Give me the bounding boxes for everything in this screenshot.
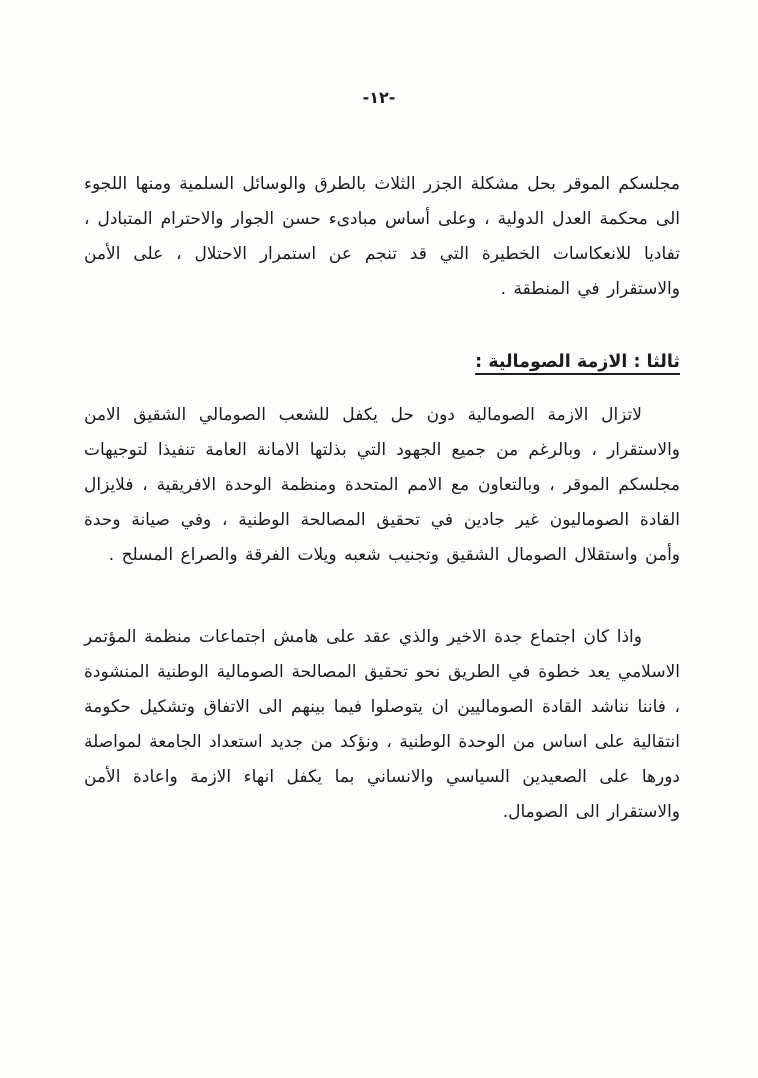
page-number: -١٢-: [362, 88, 396, 107]
document-body: [0, 167, 758, 830]
paragraph-somali-crisis-1: لاتزال الازمة الصومالية دون حل يكفل للشعب الصومالي الشقيق الامن والاستقرار ، وبالرغم من جميع الجهود التي بذلتها الامانة العامة تنفيذا لتوجيهات مجلسكم الموقر ، وبالتعاون مع الامم المتحدة ومنظمة الوحدة الافريقية ، فلايزال القادة الصوماليون غير جادين في تحقيق المصالحة الوطنية ، وفي صيانة وحدة وأمن واستقلال الصومال الشقيق وتجنيب شعبه ويلات الفرقة والصراع المسلح .: [84, 405, 680, 565]
section-heading-somali-crisis: ثالثا : الازمة الصومالية :: [475, 352, 680, 372]
paragraph-continuation: مجلسكم الموقر بحل مشكلة الجزر الثلاث بالطرق والوسائل السلمية ومنها اللجوء الى محكمة العدل الدولية ، وعلى أساس مبادىء حسن الجوار والاحترام المتبادل ، تفاديا للانعكاسات الخطيرة التي قد تنجم عن استمرار الاحتلال ، على الأمن والاستقرار في المنطقة .: [84, 174, 680, 299]
paragraph-somali-crisis-2: واذا كان اجتماع جدة الاخير والذي عقد على هامش اجتماعات منظمة المؤتمر الاسلامي يعد خطوة في الطريق نحو تحقيق المصالحة الصومالية الوطنية المنشودة ، فاننا نناشد القادة الصوماليين ان يتوصلوا فيما بينهم الى الاتفاق وتشكيل حكومة انتقالية على اساس من الوحدة الوطنية ، ونؤكد من جديد استعداد الجامعة لمواصلة دورها على الصعيدين السياسي والانساني بما يكفل انهاء الازمة واعادة الأمن والاستقرار الى الصومال.: [84, 627, 680, 822]
